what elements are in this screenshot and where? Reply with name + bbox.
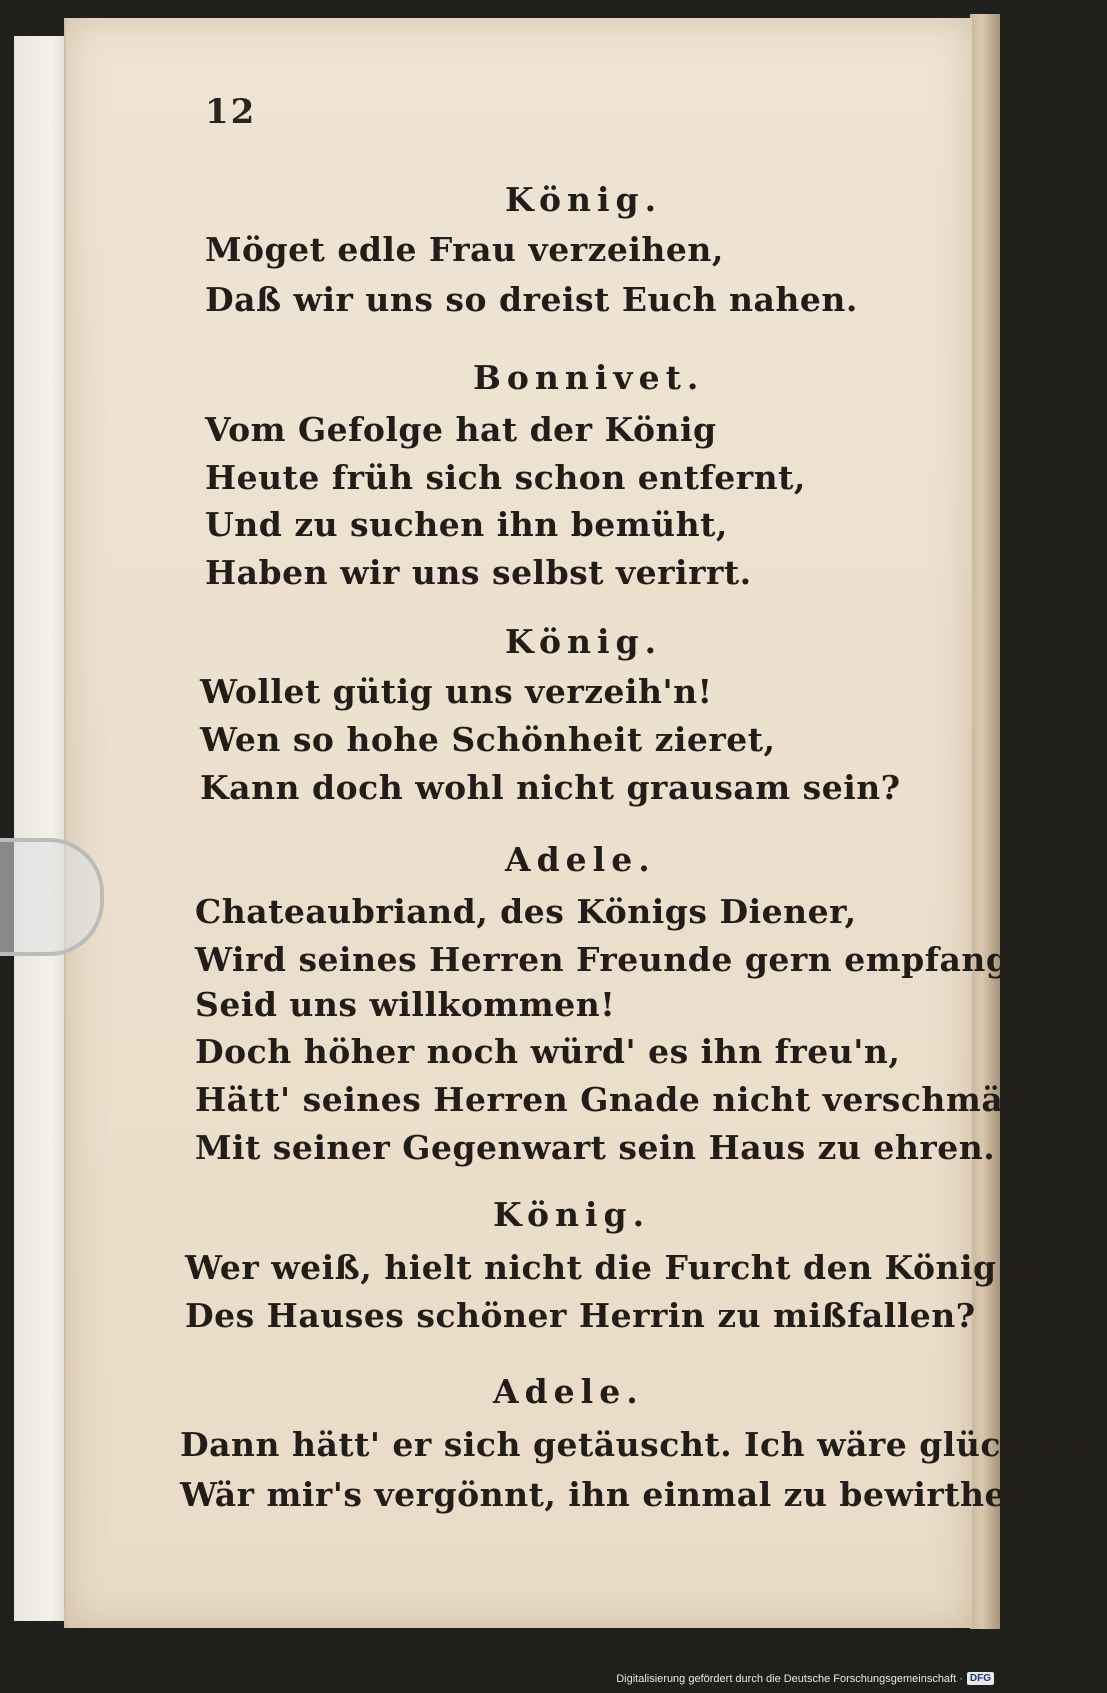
footer-text: Digitalisierung gefördert durch die Deutsche Forschungsgemeinschaft ·: [616, 1672, 963, 1685]
page-number: 12: [205, 92, 257, 132]
speaker-name: Adele.: [493, 1372, 644, 1411]
verse-line: Seid uns willkommen!: [195, 985, 616, 1024]
verse-line: Doch höher noch würd' es ihn freu'n,: [195, 1032, 901, 1071]
speaker-name: König.: [493, 1195, 651, 1234]
speaker-name: Bonnivet.: [473, 358, 705, 397]
speaker-name: König.: [505, 622, 663, 661]
verse-line: Haben wir uns selbst verirrt.: [205, 553, 752, 592]
verse-line: Daß wir uns so dreist Euch nahen.: [205, 280, 858, 319]
verse-line: Wer weiß, hielt nicht die Furcht den König ab,: [185, 1248, 1067, 1287]
verse-line: Wär mir's vergönnt, ihn einmal zu bewirthen.: [180, 1475, 1043, 1514]
digitization-footer: [616, 1672, 994, 1685]
speaker-name: Adele.: [505, 840, 656, 879]
page-clip: [0, 838, 104, 956]
verse-line: Heute früh sich schon entfernt,: [205, 458, 806, 497]
verse-line: Wollet gütig uns verzeih'n!: [200, 672, 713, 711]
verse-line: Des Hauses schöner Herrin zu mißfallen?: [185, 1296, 976, 1335]
verse-line: Vom Gefolge hat der König: [205, 410, 717, 449]
verse-line: Möget edle Frau verzeihen,: [205, 230, 724, 269]
verse-line: Wen so hohe Schönheit zieret,: [200, 720, 776, 759]
verse-line: Wird seines Herren Freunde gern empfangen.: [195, 940, 1068, 979]
book-right-edge: [970, 14, 1000, 1629]
verse-line: Chateaubriand, des Königs Diener,: [195, 892, 857, 931]
verse-line: Kann doch wohl nicht grausam sein?: [200, 768, 901, 807]
verse-line: Und zu suchen ihn bemüht,: [205, 505, 728, 544]
verse-line: Hätt' seines Herren Gnade nicht verschmäh't,: [195, 1080, 1067, 1119]
verse-line: Dann hätt' er sich getäuscht. Ich wäre glücklich,: [180, 1425, 1107, 1464]
dfg-logo-icon: DFG: [967, 1672, 994, 1685]
verse-line: Mit seiner Gegenwart sein Haus zu ehren.: [195, 1128, 996, 1167]
speaker-name: König.: [505, 180, 663, 219]
